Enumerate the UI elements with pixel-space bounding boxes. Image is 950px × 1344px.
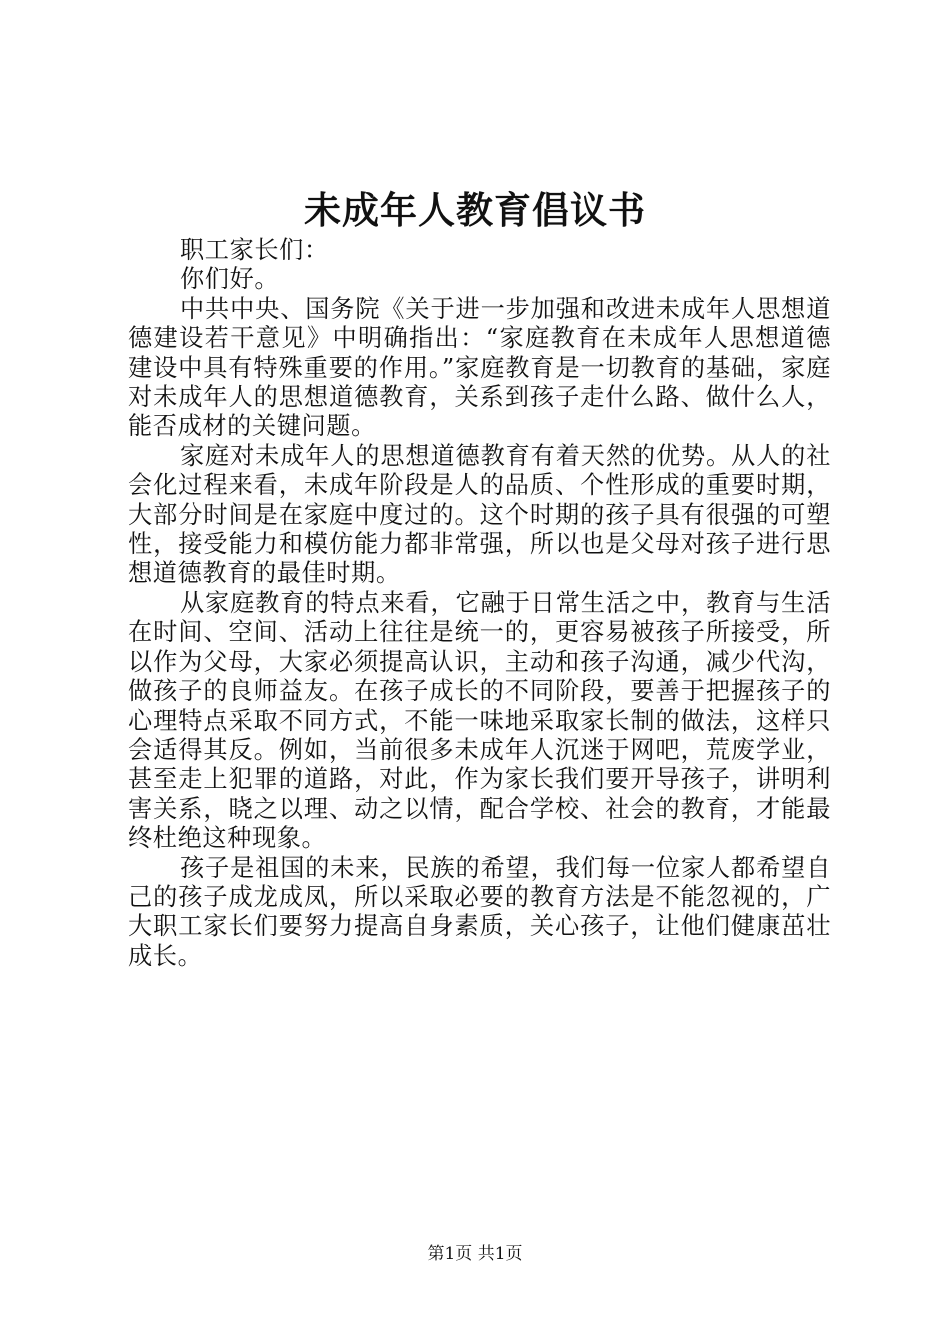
paragraph-2: 家庭对未成年人的思想道德教育有着天然的优势。从人的社会化过程来看，未成年阶段是人的品质、个性形成的重要时期，大部分时间是在家庭中度过的。这个时期的孩子具有很强的可塑性，接受能力和模仿能力都非常强，所以也是父母对孩子进行思想道德教育的最佳时期。 — [128, 441, 831, 588]
paragraph-4: 孩子是祖国的未来，民族的希望，我们每一位家人都希望自己的孩子成龙成凤，所以采取必要的教育方法是不能忽视的，广大职工家长们要努力提高自身素质，关心孩子，让他们健康茁壮成长。 — [128, 853, 831, 970]
salutation: 职工家长们： — [180, 236, 329, 264]
page-footer: 第1页 共1页 — [427, 1244, 523, 1264]
paragraph-3: 从家庭教育的特点来看，它融于日常生活之中，教育与生活在时间、空间、活动上往往是统一的，更容易被孩子所接受，所以作为父母，大家必须提高认识，主动和孩子沟通，减少代沟，做孩子的良师益友。在孩子成长的不同阶段，要善于把握孩子的心理特点采取不同方式，不能一味地采取家长制的做法，这样只会适得其反。例如，当前很多未成年人沉迷于网吧，荒废学业，甚至走上犯罪的道路，对此，作为家长我们要开导孩子，讲明利害关系，晓之以理、动之以情，配合学校、社会的教育，才能最终杜绝这种现象。 — [128, 588, 831, 853]
paragraph-1: 中共中央、国务院《关于进一步加强和改进未成年人思想道德建设若干意见》中明确指出：“家庭教育在未成年人思想道德建设中具有特殊重要的作用。”家庭教育是一切教育的基础，家庭对未成年人的思想道德教育，关系到孩子走什么路、做什么人，能否成材的关键问题。 — [128, 294, 831, 441]
greeting: 你们好。 — [180, 265, 280, 294]
document-body — [128, 236, 831, 971]
document-title: 未成年人教育倡议书 — [304, 188, 646, 232]
